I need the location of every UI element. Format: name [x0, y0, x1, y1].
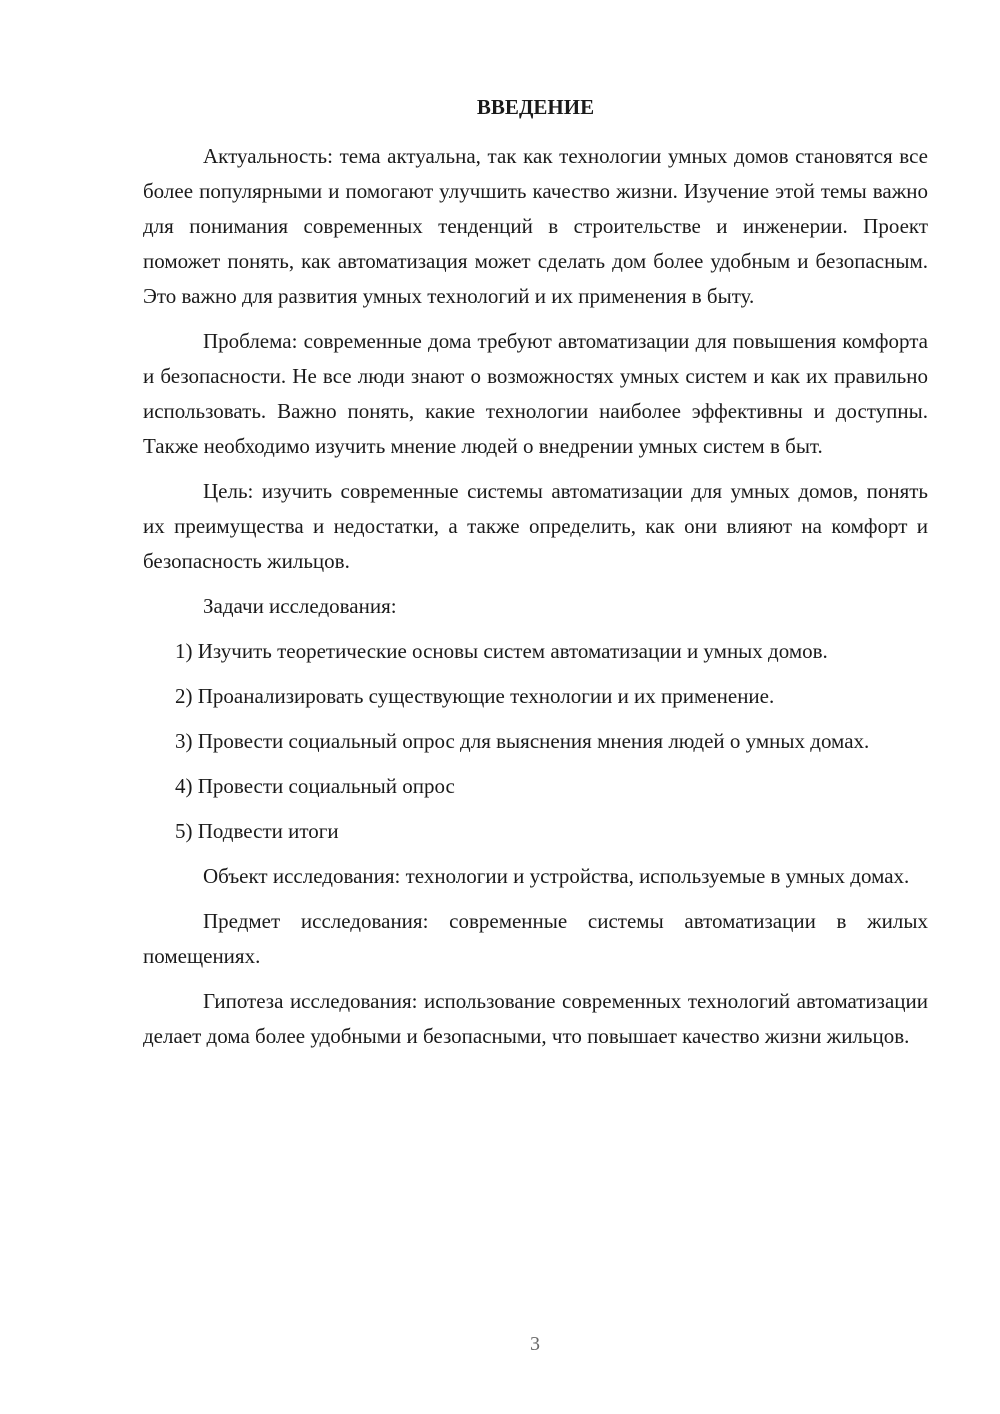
problem-paragraph: Проблема: современные дома требуют автоматизации для повышения комфорта и безопасности. Не все люди знают о возможностях умных систем и как их правильно использовать. Важно понять, какие технологии наиболее эффективны и доступны. Также необходимо изучить мнение людей о внедрении умных систем в быт.	[143, 329, 928, 458]
page-title: ВВЕДЕНИЕ	[476, 95, 595, 119]
hypothesis-paragraph: Гипотеза исследования: использование современных технологий автоматизации делает дома более удобными и безопасными, что повышает качество жизни жильцов.	[143, 989, 928, 1048]
subject-paragraph: Предмет исследования: современные системы автоматизации в жилых помещениях.	[143, 909, 928, 968]
page-number: 3	[530, 1333, 540, 1355]
document-page	[143, 90, 928, 1064]
tasks-heading: Задачи исследования:	[203, 594, 397, 618]
list-item: 4) Провести социальный опрос	[175, 774, 455, 798]
list-item: 5) Подвести итоги	[175, 819, 339, 843]
tasks-list	[143, 634, 928, 849]
list-item: 3) Провести социальный опрос для выяснения мнения людей о умных домах.	[175, 729, 870, 753]
relevance-paragraph: Актуальность: тема актуальна, так как технологии умных домов становятся все более популярными и помогают улучшить качество жизни. Изучение этой темы важно для понимания современных тенденций в строительстве и инженерии. Проект поможет понять, как автоматизация может сделать дом более удобным и безопасным. Это важно для развития умных технологий и их применения в быту.	[143, 144, 928, 308]
object-paragraph: Объект исследования: технологии и устройства, используемые в умных домах.	[203, 864, 910, 888]
goal-paragraph: Цель: изучить современные системы автоматизации для умных домов, понять их преимущества и недостатки, а также определить, как они влияют на комфорт и безопасность жильцов.	[143, 479, 928, 573]
list-item: 2) Проанализировать существующие технологии и их применение.	[175, 684, 775, 708]
list-item: 1) Изучить теоретические основы систем автоматизации и умных домов.	[175, 639, 828, 663]
